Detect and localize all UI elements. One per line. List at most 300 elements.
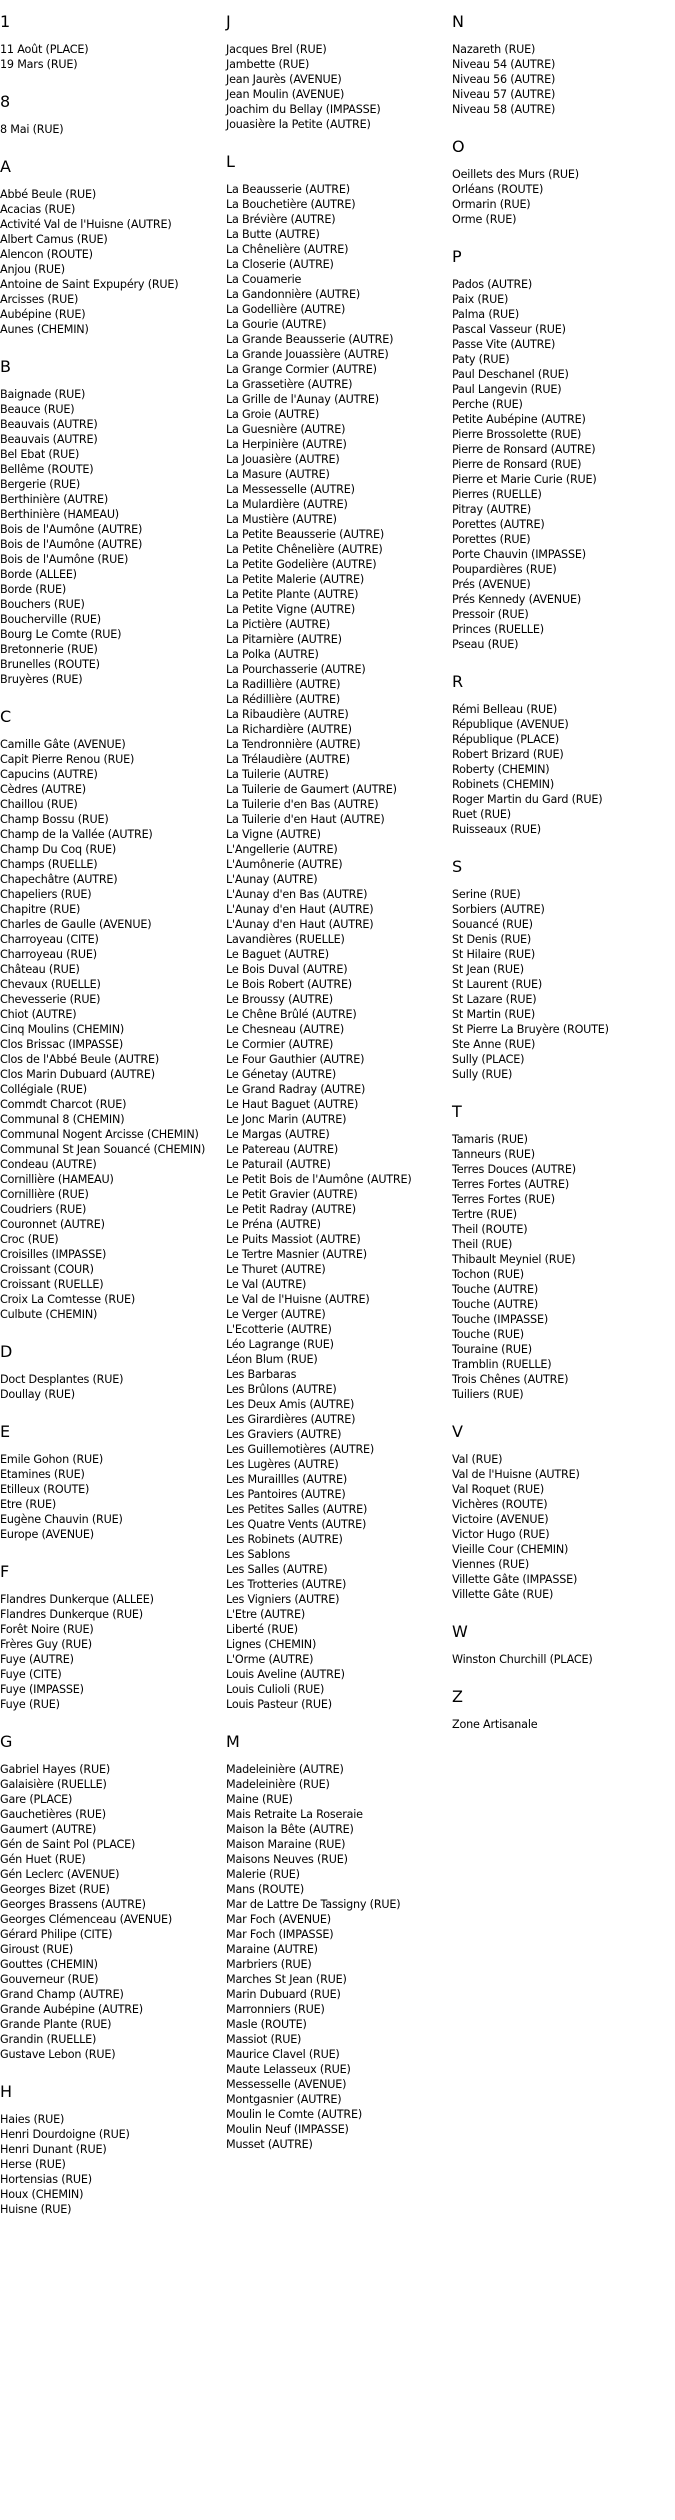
section-letter-heading: C (0, 707, 12, 726)
street-name: Marronniers (RUE) (226, 2003, 325, 2016)
street-name: Europe (AVENUE) (0, 1528, 94, 1541)
street-name: La Petite Vigne (AUTRE) (226, 603, 355, 616)
street-name: Porettes (RUE) (452, 533, 531, 546)
street-name: La Pourchasserie (AUTRE) (226, 663, 366, 676)
letter-section (452, 1422, 675, 1602)
section-letter-heading: Z (452, 1687, 463, 1706)
street-name: Tochon (RUE) (452, 1268, 524, 1281)
street-name: Paix (RUE) (452, 293, 509, 306)
letter-section (452, 137, 675, 227)
street-name: Pierres (RUELLE) (452, 488, 542, 501)
street-name: Vieille Cour (CHEMIN) (452, 1543, 569, 1556)
street-name: La Tuilerie d'en Haut (AUTRE) (226, 813, 385, 826)
street-name: Communal Nogent Arcisse (CHEMIN) (0, 1128, 199, 1141)
street-name: Doct Desplantes (RUE) (0, 1373, 124, 1386)
street-name: Tramblin (RUELLE) (452, 1358, 552, 1371)
street-name: Pierre et Marie Curie (RUE) (452, 473, 597, 486)
street-name: Pitray (AUTRE) (452, 503, 532, 516)
street-name: L'Etre (AUTRE) (226, 1608, 306, 1621)
street-name: Marches St Jean (RUE) (226, 1973, 347, 1986)
street-name: La Grande Beausserie (AUTRE) (226, 333, 394, 346)
street-name: Touche (IMPASSE) (452, 1313, 548, 1326)
street-name: Le Jonc Marin (AUTRE) (226, 1113, 347, 1126)
street-name: Fuye (IMPASSE) (0, 1683, 84, 1696)
street-index-column-2 (226, 12, 451, 2172)
street-name: Les Quatre Vents (AUTRE) (226, 1518, 367, 1531)
street-name: Communal St Jean Souancé (CHEMIN) (0, 1143, 206, 1156)
street-name: Collégiale (RUE) (0, 1083, 87, 1096)
street-name: Beauvais (AUTRE) (0, 433, 98, 446)
street-name: La Godellière (AUTRE) (226, 303, 346, 316)
street-name: Tanneurs (RUE) (452, 1148, 535, 1161)
street-name: Alencon (ROUTE) (0, 248, 93, 261)
street-name: Fuye (AUTRE) (0, 1653, 74, 1666)
street-name: Galaisière (RUELLE) (0, 1778, 107, 1791)
section-letter-heading: F (0, 1562, 10, 1581)
street-name: Madeleinière (RUE) (226, 1778, 330, 1791)
street-name: La Groie (AUTRE) (226, 408, 320, 421)
street-name: Georges Brassens (AUTRE) (0, 1898, 146, 1911)
street-name: Haies (RUE) (0, 2113, 65, 2126)
street-name: L'Aunay d'en Haut (AUTRE) (226, 903, 374, 916)
street-name: Bourg Le Comte (RUE) (0, 628, 122, 641)
street-name: L'Aunay (AUTRE) (226, 873, 318, 886)
street-name: Forêt Noire (RUE) (0, 1623, 94, 1636)
street-name: Le Chesneau (AUTRE) (226, 1023, 345, 1036)
street-name: Les Robinets (AUTRE) (226, 1533, 343, 1546)
street-name: Le Haut Baguet (AUTRE) (226, 1098, 359, 1111)
street-name: Aunes (CHEMIN) (0, 323, 89, 336)
street-name: La Grille de l'Aunay (AUTRE) (226, 393, 379, 406)
street-name: Sully (RUE) (452, 1068, 513, 1081)
street-name: Bruyères (RUE) (0, 673, 83, 686)
street-name: Les Salles (AUTRE) (226, 1563, 328, 1576)
street-name: Winston Churchill (PLACE) (452, 1653, 593, 1666)
street-name: La Richardière (AUTRE) (226, 723, 352, 736)
street-name: Gouverneur (RUE) (0, 1973, 99, 1986)
street-name: Coudriers (RUE) (0, 1203, 87, 1216)
letter-section (0, 12, 225, 72)
street-name: Flandres Dunkerque (ALLEE) (0, 1593, 154, 1606)
street-list (226, 42, 451, 132)
street-name: Huisne (RUE) (0, 2203, 72, 2216)
street-name: Ruisseaux (RUE) (452, 823, 541, 836)
street-name: Viennes (RUE) (452, 1558, 530, 1571)
street-name: Thibault Meyniel (RUE) (452, 1253, 576, 1266)
street-name: Val (RUE) (452, 1453, 503, 1466)
street-name: Orléans (ROUTE) (452, 183, 544, 196)
street-name: Cornillière (RUE) (0, 1188, 89, 1201)
letter-section (226, 152, 451, 1712)
street-name: Les Guillemotières (AUTRE) (226, 1443, 375, 1456)
street-name: Jean Moulin (AVENUE) (226, 88, 345, 101)
street-name: Robert Brizard (RUE) (452, 748, 564, 761)
street-name: Bois de l'Aumône (AUTRE) (0, 523, 143, 536)
street-list (452, 1652, 675, 1667)
street-name: Culbute (CHEMIN) (0, 1308, 98, 1321)
street-name: La Messesselle (AUTRE) (226, 483, 355, 496)
street-name: Masle (ROUTE) (226, 2018, 307, 2031)
letter-section (452, 1622, 675, 1667)
street-name: St Pierre La Bruyère (ROUTE) (452, 1023, 609, 1036)
street-list (452, 277, 675, 652)
street-name: Emile Gohon (RUE) (0, 1453, 104, 1466)
street-name: Beauce (RUE) (0, 403, 75, 416)
section-letter-heading: N (452, 12, 464, 31)
street-name: La Pitarnière (AUTRE) (226, 633, 342, 646)
street-name: Malerie (RUE) (226, 1868, 300, 1881)
street-name: Maine (RUE) (226, 1793, 293, 1806)
street-name: Le Génetay (AUTRE) (226, 1068, 337, 1081)
street-name: L'Aunay d'en Haut (AUTRE) (226, 918, 374, 931)
street-name: Roberty (CHEMIN) (452, 763, 550, 776)
street-name: Le Petit Bois de l'Aumône (AUTRE) (226, 1173, 412, 1186)
street-name: Henri Dourdoigne (RUE) (0, 2128, 130, 2141)
street-name: La Jouasière (AUTRE) (226, 453, 340, 466)
street-name: Etre (RUE) (0, 1498, 57, 1511)
street-name: Mais Retraite La Roseraie (226, 1808, 363, 1821)
street-name: Les Lugères (AUTRE) (226, 1458, 339, 1471)
letter-section (0, 1732, 225, 2062)
street-name: Etilleux (ROUTE) (0, 1483, 90, 1496)
street-name: Le Val (AUTRE) (226, 1278, 307, 1291)
letter-section (452, 1687, 675, 1732)
street-name: Touraine (RUE) (452, 1343, 532, 1356)
letter-section (0, 707, 225, 1322)
letter-section (0, 1342, 225, 1402)
street-name: La Rédillière (AUTRE) (226, 693, 341, 706)
street-list (0, 2112, 225, 2217)
street-name: La Couamerie (226, 273, 302, 286)
street-list (452, 887, 675, 1082)
street-name: La Beausserie (AUTRE) (226, 183, 350, 196)
street-name: Grande Aubépine (AUTRE) (0, 2003, 143, 2016)
street-name: Beauvais (AUTRE) (0, 418, 98, 431)
street-name: Couronnet (AUTRE) (0, 1218, 105, 1231)
street-name: Les Girardières (AUTRE) (226, 1413, 356, 1426)
street-name: La Petite Malerie (AUTRE) (226, 573, 365, 586)
street-name: Montgasnier (AUTRE) (226, 2093, 342, 2106)
street-name: La Vigne (AUTRE) (226, 828, 321, 841)
street-name: Maurice Clavel (RUE) (226, 2048, 340, 2061)
street-name: La Tuilerie de Gaumert (AUTRE) (226, 783, 397, 796)
letter-section (452, 857, 675, 1082)
street-name: Le Patereau (AUTRE) (226, 1143, 339, 1156)
street-name: Les Brûlons (AUTRE) (226, 1383, 337, 1396)
street-name: Gén Leclerc (AVENUE) (0, 1868, 120, 1881)
street-name: Chevesserie (RUE) (0, 993, 101, 1006)
street-name: Le Préna (AUTRE) (226, 1218, 321, 1231)
street-name: La Polka (AUTRE) (226, 648, 319, 661)
street-name: Pressoir (RUE) (452, 608, 529, 621)
letter-section (0, 2082, 225, 2217)
street-name: Pascal Vasseur (RUE) (452, 323, 566, 336)
street-name: Clos Brissac (IMPASSE) (0, 1038, 123, 1051)
letter-section (452, 1102, 675, 1402)
street-name: Herse (RUE) (0, 2158, 66, 2171)
street-name: Borde (ALLEE) (0, 568, 77, 581)
street-name: Niveau 54 (AUTRE) (452, 58, 556, 71)
street-list (0, 187, 225, 337)
street-name: Ruet (RUE) (452, 808, 511, 821)
street-name: Chapechâtre (AUTRE) (0, 873, 118, 886)
street-name: Anjou (RUE) (0, 263, 65, 276)
street-name: Tuiliers (RUE) (452, 1388, 524, 1401)
street-name: Gare (PLACE) (0, 1793, 73, 1806)
section-letter-heading: R (452, 672, 464, 691)
street-name: Gérard Philipe (CITE) (0, 1928, 113, 1941)
street-name: Terres Douces (AUTRE) (452, 1163, 576, 1176)
street-name: Louis Pasteur (RUE) (226, 1698, 332, 1711)
street-name: La Butte (AUTRE) (226, 228, 320, 241)
section-letter-heading: G (0, 1732, 13, 1751)
street-name: Touche (AUTRE) (452, 1298, 538, 1311)
street-name: Boucherville (RUE) (0, 613, 101, 626)
street-name: La Closerie (AUTRE) (226, 258, 334, 271)
street-name: Borde (RUE) (0, 583, 67, 596)
street-name: Grandin (RUELLE) (0, 2033, 97, 2046)
street-name: Niveau 57 (AUTRE) (452, 88, 556, 101)
street-name: Mar Foch (AVENUE) (226, 1913, 331, 1926)
street-name: Château (RUE) (0, 963, 80, 976)
street-name: Terres Fortes (RUE) (452, 1193, 555, 1206)
street-name: Commdt Charcot (RUE) (0, 1098, 127, 1111)
section-letter-heading: E (0, 1422, 11, 1441)
street-name: Theil (ROUTE) (452, 1223, 528, 1236)
street-name: Gaumert (AUTRE) (0, 1823, 97, 1836)
street-name: L'Aunay d'en Bas (AUTRE) (226, 888, 368, 901)
street-name: Val de l'Huisne (AUTRE) (452, 1468, 580, 1481)
street-name: Louis Culioli (RUE) (226, 1683, 325, 1696)
street-name: Grande Plante (RUE) (0, 2018, 112, 2031)
street-name: Le Cormier (AUTRE) (226, 1038, 334, 1051)
street-name: Roger Martin du Gard (RUE) (452, 793, 603, 806)
street-name: Pseau (RUE) (452, 638, 519, 651)
street-name: Croisilles (IMPASSE) (0, 1248, 107, 1261)
street-name: Moulin Neuf (IMPASSE) (226, 2123, 349, 2136)
street-name: Aubépine (RUE) (0, 308, 86, 321)
street-name: Berthinière (HAMEAU) (0, 508, 119, 521)
street-name: La Grassetière (AUTRE) (226, 378, 353, 391)
street-name: La Tuilerie (AUTRE) (226, 768, 329, 781)
street-name: Bouchers (RUE) (0, 598, 85, 611)
street-name: La Guesnière (AUTRE) (226, 423, 346, 436)
street-name: Le Val de l'Huisne (AUTRE) (226, 1293, 370, 1306)
street-index-column-3 (452, 12, 675, 1752)
street-name: Le Paturail (AUTRE) (226, 1158, 331, 1171)
letter-section (0, 157, 225, 337)
section-letter-heading: T (452, 1102, 462, 1121)
street-name: L'Aumônerie (AUTRE) (226, 858, 343, 871)
section-letter-heading: V (452, 1422, 463, 1441)
street-name: Lavandières (RUELLE) (226, 933, 345, 946)
street-name: Mar de Lattre De Tassigny (RUE) (226, 1898, 401, 1911)
street-name: Le Grand Radray (AUTRE) (226, 1083, 366, 1096)
street-name: La Herpinière (AUTRE) (226, 438, 347, 451)
street-name: 11 Août (PLACE) (0, 43, 89, 56)
street-name: Champ de la Vallée (AUTRE) (0, 828, 153, 841)
street-name: Liberté (RUE) (226, 1623, 298, 1636)
street-name: Marbriers (RUE) (226, 1958, 312, 1971)
street-name: Léo Lagrange (RUE) (226, 1338, 334, 1351)
street-name: Le Chêne Brûlé (AUTRE) (226, 1008, 357, 1021)
street-name: Rémi Belleau (RUE) (452, 703, 558, 716)
street-name: Gén de Saint Pol (PLACE) (0, 1838, 136, 1851)
section-letter-heading: H (0, 2082, 13, 2101)
street-name: Louis Aveline (AUTRE) (226, 1668, 345, 1681)
street-name: Marin Dubuard (RUE) (226, 1988, 341, 2001)
section-letter-heading: 1 (0, 12, 11, 31)
section-letter-heading: O (452, 137, 465, 156)
street-name: Chiot (AUTRE) (0, 1008, 77, 1021)
street-name: Henri Dunant (RUE) (0, 2143, 107, 2156)
street-name: L'Orme (AUTRE) (226, 1653, 314, 1666)
street-name: Le Broussy (AUTRE) (226, 993, 333, 1006)
street-name: Villette Gâte (IMPASSE) (452, 1573, 578, 1586)
street-name: Camille Gâte (AVENUE) (0, 738, 126, 751)
section-letter-heading: P (452, 247, 462, 266)
street-name: Champs (RUELLE) (0, 858, 98, 871)
street-name: Bretonnerie (RUE) (0, 643, 98, 656)
street-name: Giroust (RUE) (0, 1943, 73, 1956)
street-name: Victor Hugo (RUE) (452, 1528, 550, 1541)
street-name: Croc (RUE) (0, 1233, 59, 1246)
street-name: Antoine de Saint Expupéry (RUE) (0, 278, 179, 291)
street-name: L'Angellerie (AUTRE) (226, 843, 338, 856)
letter-section (0, 1562, 225, 1712)
letter-section (452, 12, 675, 117)
street-name: Les Sablons (226, 1548, 291, 1561)
street-name: Pierre Brossolette (RUE) (452, 428, 582, 441)
street-name: Cèdres (AUTRE) (0, 783, 86, 796)
street-name: Messesselle (AVENUE) (226, 2078, 347, 2091)
street-name: 8 Mai (RUE) (0, 123, 64, 136)
street-name: La Petite Plante (AUTRE) (226, 588, 359, 601)
street-list (0, 1592, 225, 1712)
street-name: Georges Clémenceau (AVENUE) (0, 1913, 172, 1926)
street-name: Croissant (COUR) (0, 1263, 94, 1276)
letter-section (452, 247, 675, 652)
street-name: La Pictière (AUTRE) (226, 618, 331, 631)
street-list (0, 1762, 225, 2062)
street-name: Robinets (CHEMIN) (452, 778, 555, 791)
street-name: Chapeliers (RUE) (0, 888, 92, 901)
street-name: Croissant (RUELLE) (0, 1278, 104, 1291)
street-list (452, 167, 675, 227)
street-name: Cornillière (HAMEAU) (0, 1173, 114, 1186)
street-list (452, 1717, 675, 1732)
street-name: Charles de Gaulle (AVENUE) (0, 918, 152, 931)
street-name: Chevaux (RUELLE) (0, 978, 101, 991)
street-name: Gustave Lebon (RUE) (0, 2048, 116, 2061)
street-name: Le Puits Massiot (AUTRE) (226, 1233, 361, 1246)
street-name: Niveau 58 (AUTRE) (452, 103, 556, 116)
section-letter-heading: M (226, 1732, 240, 1751)
street-name: Le Margas (AUTRE) (226, 1128, 330, 1141)
street-name: St Martin (RUE) (452, 1008, 536, 1021)
street-name: Theil (RUE) (452, 1238, 513, 1251)
street-name: La Tuilerie d'en Bas (AUTRE) (226, 798, 379, 811)
street-name: St Lazare (RUE) (452, 993, 537, 1006)
street-name: L'Ecotterie (AUTRE) (226, 1323, 332, 1336)
street-name: Albert Camus (RUE) (0, 233, 108, 246)
street-name: Massiot (RUE) (226, 2033, 302, 2046)
street-name: Moulin le Comte (AUTRE) (226, 2108, 363, 2121)
street-list (0, 1372, 225, 1402)
street-name: Eugène Chauvin (RUE) (0, 1513, 123, 1526)
street-name: Georges Bizet (RUE) (0, 1883, 110, 1896)
street-name: La Gandonnière (AUTRE) (226, 288, 361, 301)
street-name: Villette Gâte (RUE) (452, 1588, 554, 1601)
street-name: Madeleinière (AUTRE) (226, 1763, 344, 1776)
street-name: St Laurent (RUE) (452, 978, 543, 991)
street-name: Les Muraillles (AUTRE) (226, 1473, 348, 1486)
street-name: Grand Champ (AUTRE) (0, 1988, 124, 2001)
street-name: Oeillets des Murs (RUE) (452, 168, 579, 181)
street-name: La Gourie (AUTRE) (226, 318, 327, 331)
street-name: Flandres Dunkerque (RUE) (0, 1608, 143, 1621)
street-name: Les Vigniers (AUTRE) (226, 1593, 340, 1606)
street-name: Cinq Moulins (CHEMIN) (0, 1023, 125, 1036)
street-name: Touche (RUE) (452, 1328, 524, 1341)
street-name: Clos Marin Dubuard (AUTRE) (0, 1068, 155, 1081)
street-name: Ste Anne (RUE) (452, 1038, 536, 1051)
street-name: Victoire (AVENUE) (452, 1513, 549, 1526)
street-name: Tertre (RUE) (452, 1208, 517, 1221)
street-name: Chapitre (RUE) (0, 903, 81, 916)
street-name: Maison Maraine (RUE) (226, 1838, 346, 1851)
street-name: Le Bois Duval (AUTRE) (226, 963, 348, 976)
street-name: Berthinière (AUTRE) (0, 493, 109, 506)
street-name: Le Petit Gravier (AUTRE) (226, 1188, 358, 1201)
street-name: Charroyeau (CITE) (0, 933, 99, 946)
street-name: Prés (AVENUE) (452, 578, 531, 591)
street-name: Mans (ROUTE) (226, 1883, 304, 1896)
street-name: Condeau (AUTRE) (0, 1158, 97, 1171)
street-name: République (AVENUE) (452, 718, 569, 731)
street-name: Capit Pierre Renou (RUE) (0, 753, 135, 766)
street-name: Princes (RUELLE) (452, 623, 544, 636)
street-name: La Grange Cormier (AUTRE) (226, 363, 377, 376)
street-name: Lignes (CHEMIN) (226, 1638, 317, 1651)
street-name: Les Pantoires (AUTRE) (226, 1488, 346, 1501)
street-name: Les Graviers (AUTRE) (226, 1428, 342, 1441)
street-list (452, 702, 675, 837)
street-name: Musset (AUTRE) (226, 2138, 313, 2151)
street-name: Acacias (RUE) (0, 203, 76, 216)
street-name: La Petite Godelière (AUTRE) (226, 558, 377, 571)
section-letter-heading: A (0, 157, 11, 176)
street-name: La Brévière (AUTRE) (226, 213, 336, 226)
street-name: République (PLACE) (452, 733, 559, 746)
street-name: Niveau 56 (AUTRE) (452, 73, 556, 86)
street-name: Le Tertre Masnier (AUTRE) (226, 1248, 367, 1261)
street-name: Perche (RUE) (452, 398, 523, 411)
street-name: Arcisses (RUE) (0, 293, 79, 306)
street-name: Joachim du Bellay (IMPASSE) (226, 103, 381, 116)
street-name: Les Petites Salles (AUTRE) (226, 1503, 368, 1516)
section-letter-heading: 8 (0, 92, 11, 111)
street-name: Pados (AUTRE) (452, 278, 533, 291)
street-name: Communal 8 (CHEMIN) (0, 1113, 125, 1126)
letter-section (0, 1422, 225, 1542)
street-name: Paul Langevin (RUE) (452, 383, 562, 396)
street-name: Serine (RUE) (452, 888, 521, 901)
street-list (0, 42, 225, 72)
street-name: Doullay (RUE) (0, 1388, 75, 1401)
street-name: Zone Artisanale (452, 1718, 538, 1731)
street-name: Gauchetières (RUE) (0, 1808, 106, 1821)
